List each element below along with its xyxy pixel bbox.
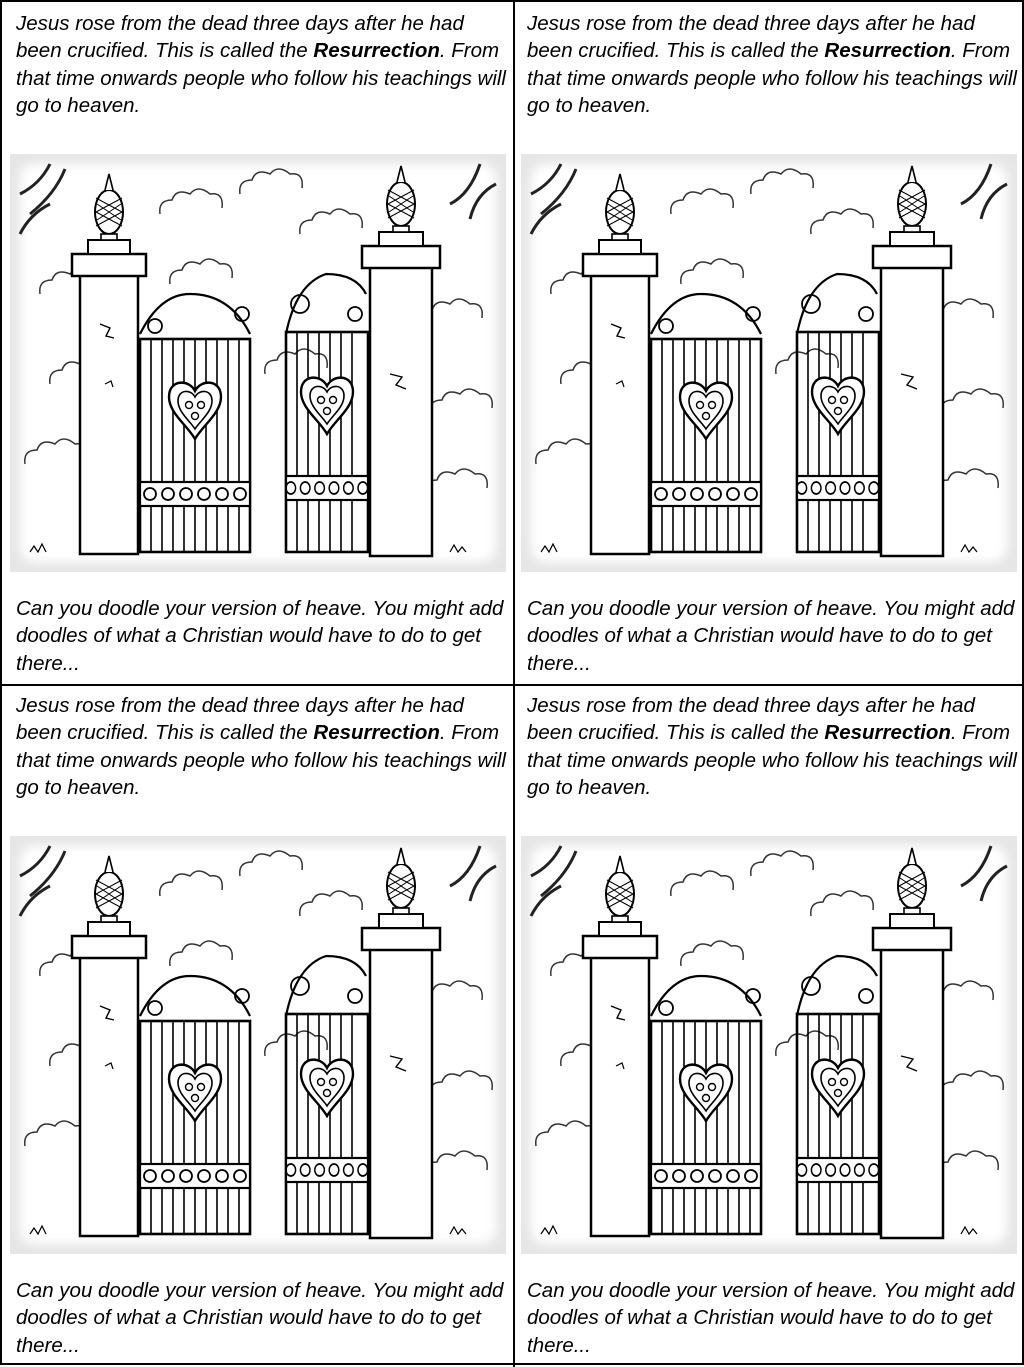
card-intro-text: Jesus rose from the dead three days after he had been crucified. This is called the Resurrection. From that time onwards people who follow his teachings will go to heaven. — [16, 694, 506, 799]
card-bottom-left — [4, 686, 513, 1366]
card-bottom-right — [515, 686, 1024, 1366]
keyword-resurrection: Resurrection — [313, 39, 440, 63]
keyword-resurrection: Resurrection — [824, 39, 951, 63]
heaven-gates-illustration — [10, 836, 506, 1254]
heaven-gates-illustration — [521, 154, 1017, 572]
keyword-resurrection: Resurrection — [313, 721, 440, 745]
card-top-right — [515, 4, 1024, 684]
card-intro-text: Jesus rose from the dead three days after he had been crucified. This is called the Resurrection. From that time onwards people who follow his teachings will go to heaven. — [527, 12, 1017, 117]
card-intro-text: Jesus rose from the dead three days after he had been crucified. This is called the Resurrection. From that time onwards people who follow his teachings will go to heaven. — [527, 694, 1017, 799]
keyword-resurrection: Resurrection — [824, 721, 951, 745]
heaven-gates-illustration — [521, 836, 1017, 1254]
doodle-prompt-text: Can you doodle your version of heave. You might add doodles of what a Christian would have to do to get there... — [16, 1279, 504, 1357]
card-intro-text: Jesus rose from the dead three days after he had been crucified. This is called the Resurrection. From that time onwards people who follow his teachings will go to heaven. — [16, 12, 506, 117]
doodle-prompt-text: Can you doodle your version of heave. You might add doodles of what a Christian would have to do to get there... — [527, 597, 1015, 675]
doodle-prompt-text: Can you doodle your version of heave. You might add doodles of what a Christian would have to do to get there... — [527, 1279, 1015, 1357]
card-top-left — [4, 4, 513, 684]
doodle-prompt-text: Can you doodle your version of heave. You might add doodles of what a Christian would have to do to get there... — [16, 597, 504, 675]
heaven-gates-illustration — [10, 154, 506, 572]
